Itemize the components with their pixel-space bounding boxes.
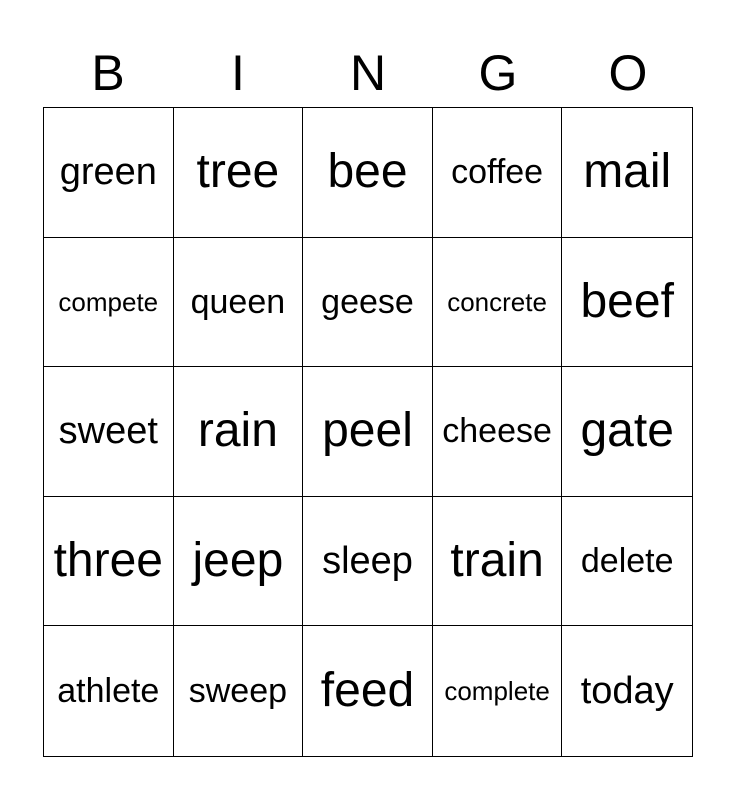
header-letter-g: G: [478, 45, 518, 101]
bingo-cell[interactable]: sweep: [174, 626, 304, 756]
bingo-cell[interactable]: sleep: [303, 497, 433, 627]
bingo-cell[interactable]: rain: [174, 367, 304, 497]
bingo-cell[interactable]: bee: [303, 108, 433, 238]
bingo-cell[interactable]: feed: [303, 626, 433, 756]
header-letter-n: N: [349, 45, 387, 101]
bingo-cell[interactable]: concrete: [433, 238, 563, 368]
bingo-cell[interactable]: peel: [303, 367, 433, 497]
bingo-cell[interactable]: train: [433, 497, 563, 627]
bingo-cell[interactable]: coffee: [433, 108, 563, 238]
bingo-cell[interactable]: tree: [174, 108, 304, 238]
bingo-cell[interactable]: green: [44, 108, 174, 238]
bingo-cell[interactable]: cheese: [433, 367, 563, 497]
bingo-cell[interactable]: delete: [562, 497, 692, 627]
bingo-cell[interactable]: three: [44, 497, 174, 627]
bingo-cell[interactable]: sweet: [44, 367, 174, 497]
bingo-cell[interactable]: geese: [303, 238, 433, 368]
header-letter-b: B: [91, 45, 125, 101]
header-letter-o: O: [608, 45, 648, 101]
bingo-cell[interactable]: mail: [562, 108, 692, 238]
bingo-cell[interactable]: jeep: [174, 497, 304, 627]
bingo-header: [43, 40, 693, 106]
bingo-cell[interactable]: gate: [562, 367, 692, 497]
bingo-board: [43, 107, 693, 757]
bingo-cell[interactable]: queen: [174, 238, 304, 368]
bingo-cell[interactable]: beef: [562, 238, 692, 368]
bingo-cell[interactable]: compete: [44, 238, 174, 368]
bingo-cell[interactable]: complete: [433, 626, 563, 756]
bingo-cell[interactable]: athlete: [44, 626, 174, 756]
bingo-cell[interactable]: today: [580, 670, 674, 713]
header-letter-i: I: [231, 45, 245, 101]
